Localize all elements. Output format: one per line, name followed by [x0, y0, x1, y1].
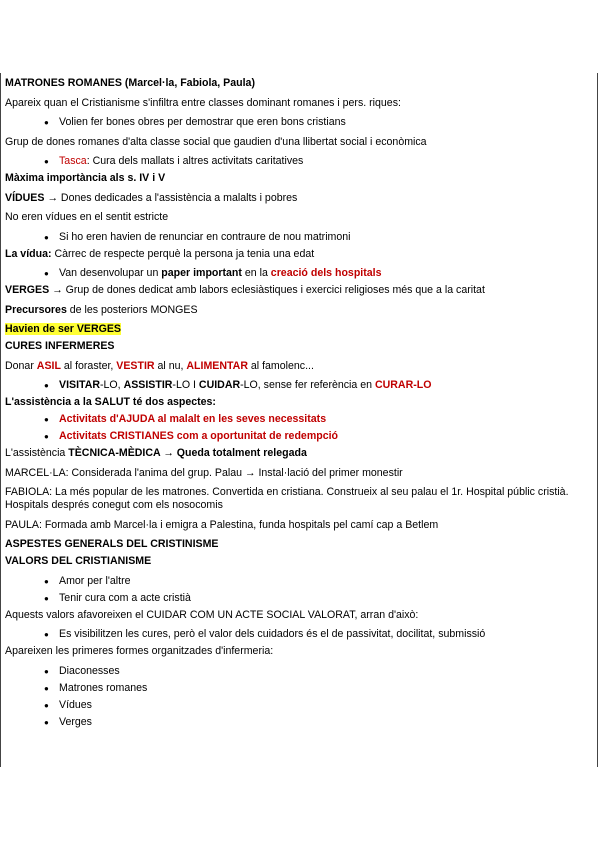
paragraph: L'assistència TÈCNICA-MÈDICA → Queda totalment relegada — [5, 447, 307, 459]
bullet-icon: ● — [44, 118, 49, 127]
bullet-icon: ● — [44, 666, 49, 676]
bullet-icon: ● — [44, 717, 49, 727]
bullet-icon: ● — [44, 576, 49, 586]
list-item: ● Van desenvolupar un paper important en la creació dels hospitals — [44, 267, 382, 279]
paragraph: Precursores de les posteriors MONGES — [5, 303, 198, 316]
bullet-icon: ● — [44, 415, 49, 424]
bullet-icon: ● — [44, 232, 49, 242]
list-item: ● Tasca: Cura dels mallats i altres activitats caritatives — [44, 155, 304, 167]
bullet-icon: ● — [44, 381, 49, 390]
paragraph: Apareixen les primeres formes organitzades d'infermeria: — [5, 645, 274, 657]
paragraph: Aquests valors afavoreixen el CUIDAR COM UN ACTE SOCIAL VALORAT, arran d'això: — [5, 608, 419, 621]
document-body — [5, 77, 593, 729]
paragraph-bold: Màxima importància als s. IV i V — [5, 172, 166, 184]
list-item: ● Verges — [44, 715, 92, 728]
paragraph: Grup de dones romanes d'alta classe social que gaudien d'una llibertat social i econòmica — [5, 135, 427, 148]
page-border-right — [597, 73, 598, 767]
list-item: ● Activitats CRISTIANES com a oportunitat de redempció — [44, 430, 339, 442]
bullet-icon: ● — [44, 683, 49, 693]
highlighted-text: Havien de ser VERGES — [5, 323, 121, 335]
list-item: ● Activitats d'AJUDA al malalt en les seves necessitats — [44, 413, 327, 425]
bullet-icon: ● — [44, 593, 49, 603]
paragraph-bold: L'assistència a la SALUT té dos aspectes: — [5, 396, 216, 408]
bullet-icon: ● — [44, 157, 49, 166]
heading-matrones: MATRONES ROMANES (Marcel·la, Fabiola, Paula) — [5, 77, 255, 89]
list-item: ● Si ho eren havien de renunciar en contraure de nou matrimoni — [44, 230, 351, 243]
bullet-icon: ● — [44, 630, 49, 639]
paragraph: MARCEL·LA: Considerada l'anima del grup. Palau → Instal·lació del primer monestir — [5, 466, 403, 479]
list-item: ● Tenir cura com a acte cristià — [44, 591, 191, 604]
heading-aspectes: ASPESTES GENERALS DEL CRISTINISME — [5, 538, 219, 550]
paragraph: FABIOLA: La més popular de les matrones. Convertida en cristiana. Construeix al seu palau el 1r. Hospital públic cristià. Hospitals després conegut com els nosocomis — [5, 486, 569, 511]
paragraph: VÍDUES → Dones dedicades a l'assistència a malalts i pobres — [5, 191, 298, 204]
paragraph: PAULA: Formada amb Marcel·la i emigra a Palestina, funda hospitals pel camí cap a Betlem — [5, 518, 439, 531]
list-item: ● Amor per l'altre — [44, 574, 131, 587]
list-item: ● Es visibilitzen les cures, però el valor dels cuidadors és el de passivitat, docilitat, submissió — [44, 628, 486, 640]
list-item: ● Matrones romanes — [44, 681, 148, 694]
list-item: ● Vídues — [44, 698, 92, 711]
heading-cures: CURES INFERMERES — [5, 340, 115, 352]
bullet-icon: ● — [44, 432, 49, 441]
bullet-icon: ● — [44, 700, 49, 710]
list-item: ● Diaconesses — [44, 664, 120, 677]
paragraph: La vídua: Càrrec de respecte perquè la persona ja tenia una edat — [5, 247, 315, 260]
paragraph: Donar ASIL al foraster, VESTIR al nu, ALIMENTAR al famolenc... — [5, 359, 314, 372]
paragraph: No eren vídues en el sentit estricte — [5, 211, 169, 223]
heading-valors: VALORS DEL CRISTIANISME — [5, 555, 152, 567]
page-border-left — [0, 73, 1, 767]
paragraph: Apareix quan el Cristianisme s'infiltra entre classes dominant romanes i pers. riques: — [5, 96, 401, 109]
list-item: ● Volien fer bones obres per demostrar que eren bons cristians — [44, 116, 346, 128]
list-item: ● VISITAR-LO, ASSISTIR-LO I CUIDAR-LO, sense fer referència en CURAR-LO — [44, 379, 432, 391]
paragraph: VERGES → Grup de dones dedicat amb labors eclesiàstiques i exercici religioses més que a la caritat — [5, 284, 485, 296]
bullet-icon: ● — [44, 269, 49, 278]
